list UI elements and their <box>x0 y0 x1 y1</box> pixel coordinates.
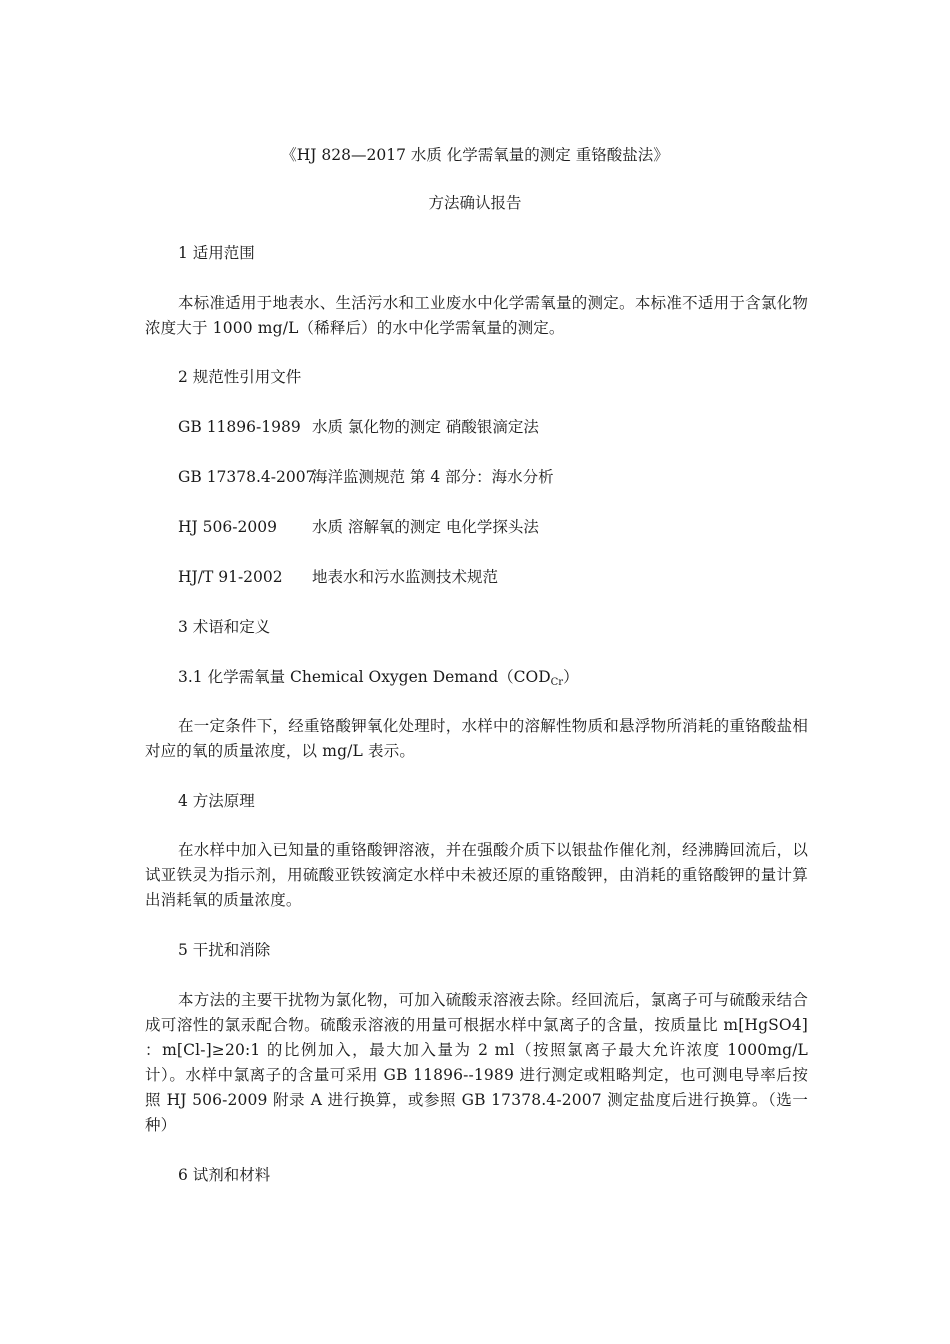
reference-name: 水质 溶解氧的测定 电化学探头法 <box>312 518 539 536</box>
reference-code: HJ 506-2009 <box>178 518 277 536</box>
term-definition-heading <box>178 667 579 687</box>
section-body-5: 本方法的主要干扰物为氯化物，可加入硫酸汞溶液去除。经回流后，氯离子可与硫酸汞结合成可溶性的氯汞配合物。硫酸汞溶液的用量可根据水样中氯离子的含量，按质量比 m[HgSO4] ：m[Cl-]≥20:1 的比例加入，最大加入量为 2 ml（按照氯离子最大允许浓度 1000mg/L 计）。水样中氯离子的含量可采用 GB 11896--1989 进行测定或粗略判定，也可测电导率后按照 HJ 506-2009 附录 A 进行换算，或参照 GB 17378.4-2007 测定盐度后进行换算。（选一种） <box>145 991 808 1134</box>
reference-item <box>178 567 498 587</box>
section-body-4: 在水样中加入已知量的重铬酸钾溶液，并在强酸介质下以银盐作催化剂，经沸腾回流后，以试亚铁灵为指示剂，用硫酸亚铁铵滴定水样中未被还原的重铬酸钾，由消耗的重铬酸钾的量计算出消耗氧的质量浓度。 <box>145 841 808 909</box>
section-heading-5: 5 干扰和消除 <box>178 941 271 959</box>
section-heading-1: 1 适用范围 <box>178 244 255 262</box>
reference-name: 水质 氯化物的测定 硝酸银滴定法 <box>312 418 539 436</box>
reference-code: GB 17378.4-2007 <box>178 468 316 486</box>
reference-name: 海洋监测规范 第 4 部分：海水分析 <box>312 468 554 486</box>
reference-code: GB 11896-1989 <box>178 418 301 436</box>
term-prefix: 3.1 化学需氧量 Chemical Oxygen Demand（COD <box>178 668 551 686</box>
reference-item <box>178 467 554 487</box>
section-body-3: 在一定条件下，经重铬酸钾氧化处理时，水样中的溶解性物质和悬浮物所消耗的重铬酸盐相对应的氧的质量浓度，以 mg/L 表示。 <box>145 717 808 760</box>
term-suffix: ） <box>563 668 579 686</box>
section-heading-3: 3 术语和定义 <box>178 618 271 636</box>
reference-item <box>178 417 539 437</box>
reference-item <box>178 517 539 537</box>
section-heading-2: 2 规范性引用文件 <box>178 368 302 386</box>
document-title: 《HJ 828—2017 水质 化学需氧量的测定 重铬酸盐法》 <box>281 146 669 164</box>
reference-name: 地表水和污水监测技术规范 <box>312 568 499 586</box>
section-heading-4: 4 方法原理 <box>178 792 255 810</box>
section-heading-6: 6 试剂和材料 <box>178 1166 271 1184</box>
reference-code: HJ/T 91-2002 <box>178 568 283 586</box>
document-subtitle: 方法确认报告 <box>428 194 522 212</box>
section-body-1: 本标准适用于地表水、生活污水和工业废水中化学需氧量的测定。本标准不适用于含氯化物浓度大于 1000 mg/L（稀释后）的水中化学需氧量的测定。 <box>145 294 808 337</box>
term-subscript: Cr <box>550 677 564 688</box>
